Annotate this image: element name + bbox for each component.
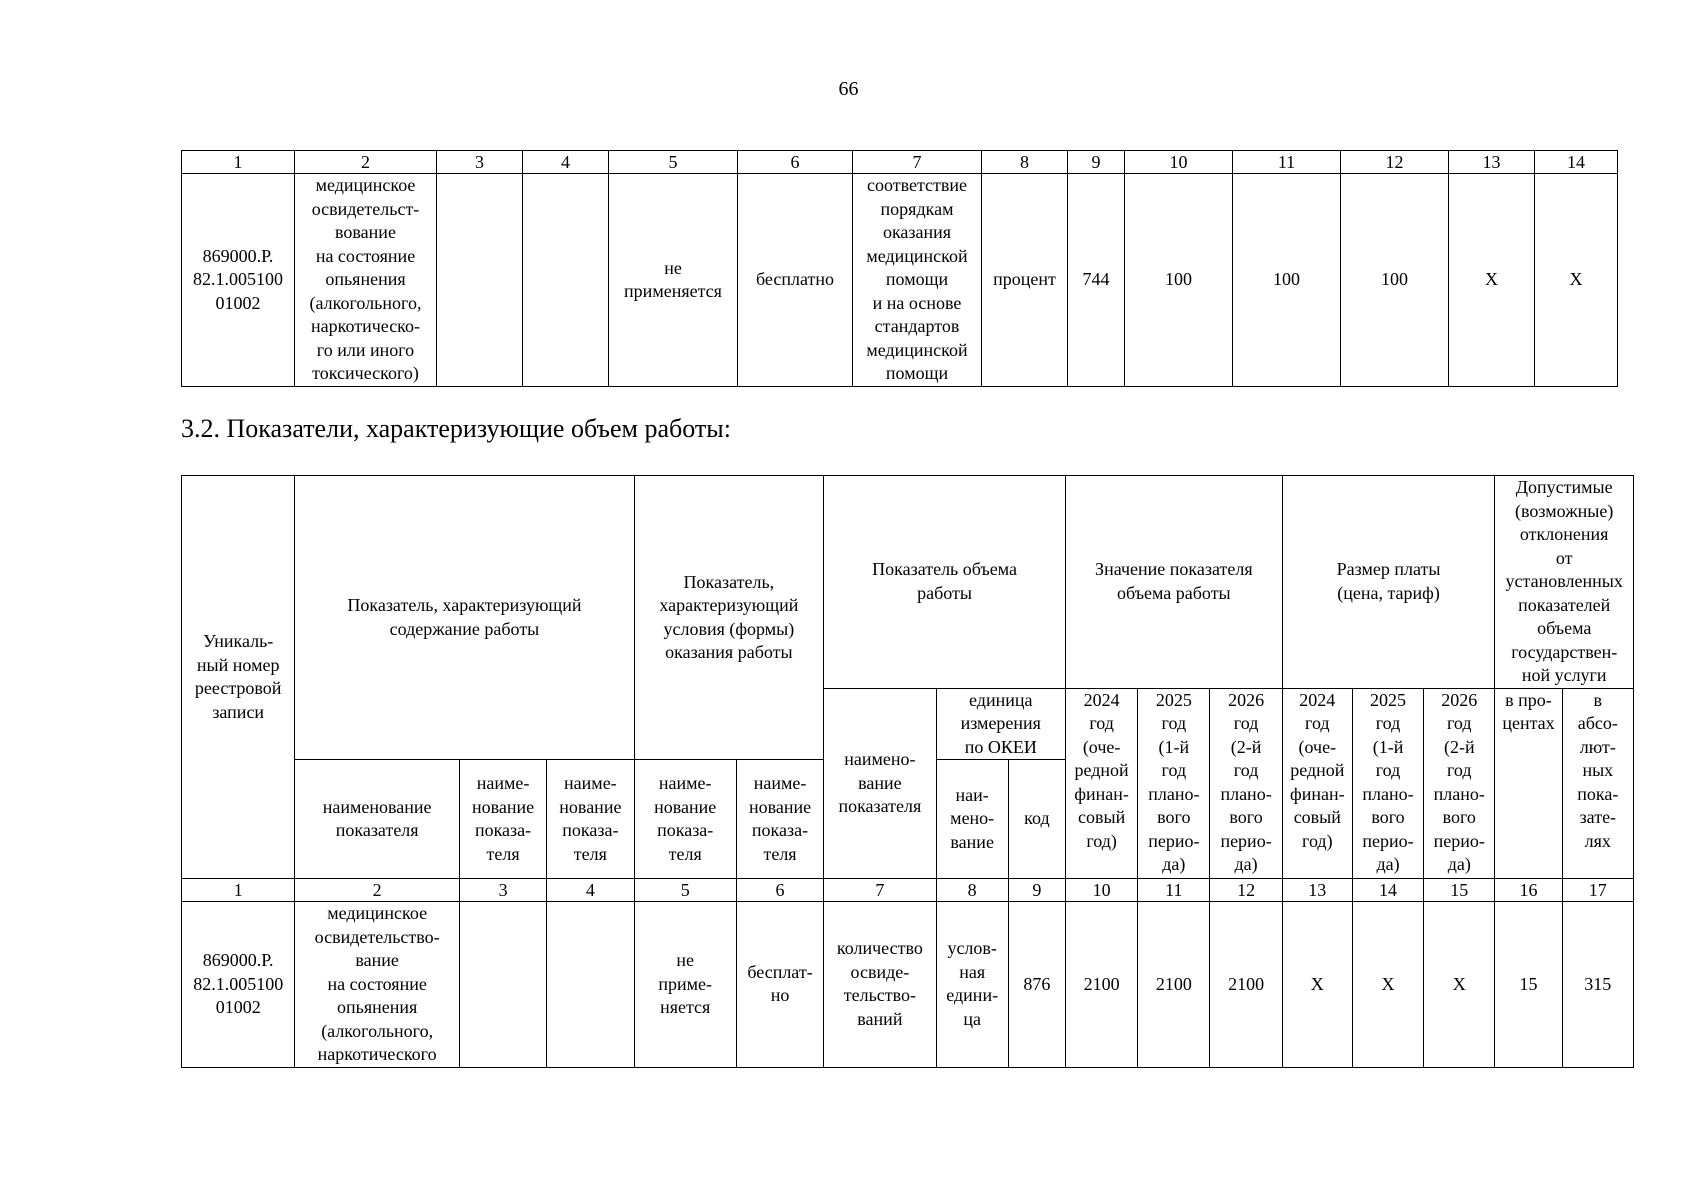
value-cell: 100 — [1341, 174, 1449, 387]
column-number: 11 — [1138, 879, 1210, 902]
column-number: 6 — [736, 879, 823, 902]
volume-value-cell: 2100 — [1210, 902, 1282, 1068]
conditions-cell: не приме- няется — [634, 902, 736, 1068]
in-absolute-header: в абсо- лют- ных пока- зате- лях — [1562, 688, 1633, 879]
registry-number-cell: 869000.Р. 82.1.005100 01002 — [182, 174, 295, 387]
table-cell — [459, 902, 546, 1068]
volume-value-cell: 2100 — [1065, 902, 1137, 1068]
quality-indicator-cell: соответствие порядкам оказания медицинской помощи и на основе стандартов медицинской помощи — [853, 174, 982, 387]
deviations-header: Допустимые (возможные) отклонения от установленных показателей объема государствен- ной услуги — [1495, 476, 1634, 689]
table-row — [182, 902, 1634, 1068]
payment-cell: X — [1282, 902, 1352, 1068]
volume-year-header: 2026 год (2-й год плано- вого перио- да) — [1210, 688, 1282, 879]
column-number: 2 — [295, 879, 460, 902]
conditions-cell: не применяется — [609, 174, 738, 387]
table-row — [182, 174, 1618, 387]
column-number: 2 — [295, 151, 437, 174]
content-indicator-cell: медицинское освидетельство- вание на состояние опьянения (алкогольного, наркотического — [295, 902, 460, 1068]
okei-code-cell: 876 — [1008, 902, 1065, 1068]
unit-name-cell: услов- ная едини- ца — [936, 902, 1008, 1068]
column-number: 12 — [1210, 879, 1282, 902]
column-number: 1 — [182, 151, 295, 174]
registry-number-cell: 869000.Р. 82.1.005100 01002 — [182, 902, 295, 1068]
deviation-cell: X — [1535, 174, 1618, 387]
volume-indicator-header: Показатель объема работы — [824, 476, 1066, 689]
payment-cell: X — [1352, 902, 1423, 1068]
content-name-header: наиме- нование показа- теля — [547, 760, 634, 879]
table-cell — [523, 174, 609, 387]
volume-year-header: 2025 год (1-й год плано- вого перио- да) — [1138, 688, 1210, 879]
column-number: 9 — [1008, 879, 1065, 902]
table-cell — [547, 902, 634, 1068]
column-number: 8 — [982, 151, 1068, 174]
column-number: 4 — [523, 151, 609, 174]
volume-value-header: Значение показателя объема работы — [1065, 476, 1282, 689]
column-number-row — [182, 151, 1618, 174]
volume-value-cell: 2100 — [1138, 902, 1210, 1068]
column-number: 5 — [634, 879, 736, 902]
column-number: 11 — [1233, 151, 1341, 174]
column-number: 14 — [1535, 151, 1618, 174]
deviation-cell: X — [1449, 174, 1535, 387]
okei-code-header: код — [1008, 760, 1065, 879]
value-cell: 100 — [1233, 174, 1341, 387]
table-cell — [437, 174, 523, 387]
okei-code-cell: 744 — [1068, 174, 1125, 387]
in-percent-header: в про- центах — [1495, 688, 1562, 879]
section-heading: 3.2. Показатели, характеризующие объем работы: — [181, 414, 731, 443]
indicator-name-header: наимено- вание показателя — [824, 688, 936, 879]
payment-year-header: 2024 год (оче- редной финан- совый год) — [1282, 688, 1352, 879]
column-number: 12 — [1341, 151, 1449, 174]
column-number: 5 — [609, 151, 738, 174]
column-number: 6 — [738, 151, 853, 174]
column-number: 9 — [1068, 151, 1125, 174]
column-number: 7 — [824, 879, 936, 902]
column-number: 17 — [1562, 879, 1633, 902]
conditions-name-header: наиме- нование показа- теля — [634, 760, 736, 879]
payment-year-header: 2026 год (2-й год плано- вого перио- да) — [1424, 688, 1495, 879]
column-number: 10 — [1125, 151, 1233, 174]
content-indicator-header: Показатель, характеризующий содержание работы — [295, 476, 634, 760]
column-number: 13 — [1282, 879, 1352, 902]
conditions-name-header: наиме- нование показа- теля — [736, 760, 823, 879]
column-number: 13 — [1449, 151, 1535, 174]
deviation-absolute-cell: 315 — [1562, 902, 1633, 1068]
column-number: 3 — [437, 151, 523, 174]
volume-table — [181, 475, 1634, 1068]
conditions-indicator-header: Показатель, характеризующий условия (формы) оказания работы — [634, 476, 824, 760]
column-number: 8 — [936, 879, 1008, 902]
payment-header: Размер платы (цена, тариф) — [1282, 476, 1495, 689]
deviation-percent-cell: 15 — [1495, 902, 1562, 1068]
content-name-header: наиме- нование показа- теля — [459, 760, 546, 879]
okei-unit-header: единица измерения по ОКЕИ — [936, 688, 1065, 760]
column-number: 10 — [1065, 879, 1137, 902]
column-number-row — [182, 879, 1634, 902]
column-number: 7 — [853, 151, 982, 174]
volume-indicator-cell: количество освиде- тельство- ваний — [824, 902, 936, 1068]
content-indicator-cell: медицинское освидетельст- вование на состояние опьянения (алкогольного, наркотическо- го или иного токсического) — [295, 174, 437, 387]
payment-cell: X — [1424, 902, 1495, 1068]
continuation-table — [181, 150, 1618, 387]
registry-number-header: Уникаль- ный номер реестровой записи — [182, 476, 295, 879]
volume-year-header: 2024 год (оче- редной финан- совый год) — [1065, 688, 1137, 879]
header-row — [182, 476, 1634, 689]
column-number: 1 — [182, 879, 295, 902]
column-number: 3 — [459, 879, 546, 902]
payment-year-header: 2025 год (1-й год плано- вого перио- да) — [1352, 688, 1423, 879]
okei-name-header: наи- мено- вание — [936, 760, 1008, 879]
column-number: 4 — [547, 879, 634, 902]
column-number: 14 — [1352, 879, 1423, 902]
content-name-header: наименование показателя — [295, 760, 460, 879]
unit-cell: процент — [982, 174, 1068, 387]
payment-type-cell: бесплатно — [738, 174, 853, 387]
payment-type-cell: бесплат- но — [736, 902, 823, 1068]
column-number: 15 — [1424, 879, 1495, 902]
page-number: 66 — [838, 78, 859, 100]
column-number: 16 — [1495, 879, 1562, 902]
value-cell: 100 — [1125, 174, 1233, 387]
